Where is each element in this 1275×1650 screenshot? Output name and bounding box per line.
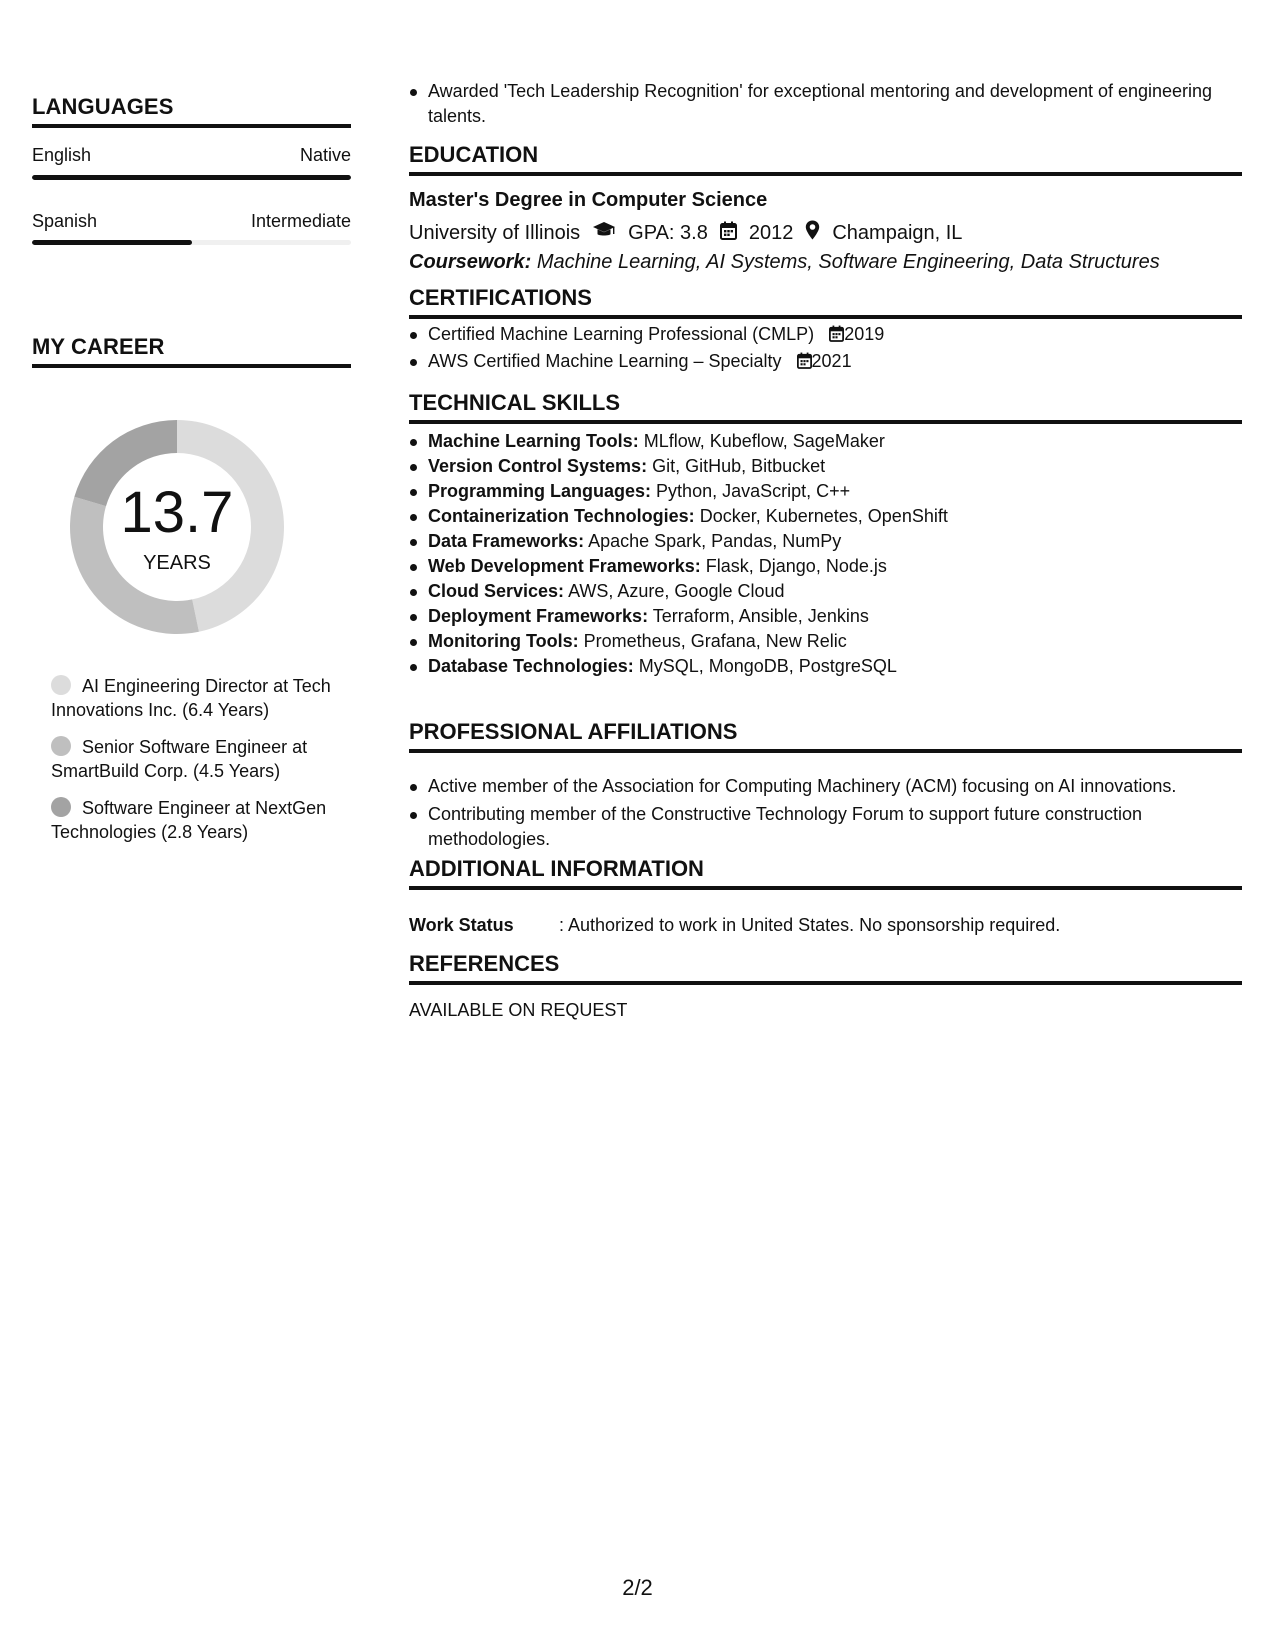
skill-label: Containerization Technologies: [428,506,695,526]
affiliation-item: Active member of the Association for Computing Machinery (ACM) focusing on AI innovations. [409,774,1242,799]
skill-value: Flask, Django, Node.js [705,556,887,576]
education-degree: Master's Degree in Computer Science [409,189,768,211]
certifications-heading: CERTIFICATIONS [409,285,1242,319]
skill-value: Python, JavaScript, C++ [656,481,851,501]
skills-list [409,429,1242,679]
language-row [32,211,351,232]
map-pin-icon [805,220,820,246]
skill-label: Web Development Frameworks: [428,556,701,576]
language-row [32,145,351,166]
skill-value: Terraform, Ansible, Jenkins [652,606,869,626]
experience-bullet: Awarded 'Tech Leadership Recognition' for exceptional mentoring and development of engineering talents. [409,79,1242,129]
coursework-label: Coursework: [409,251,532,273]
career-legend-item [51,735,351,783]
career-total-years: 13.7 [120,480,234,545]
education-heading: EDUCATION [409,142,1242,176]
skill-item [409,454,1242,479]
calendar-icon [797,351,812,376]
language-proficiency-fill [32,175,351,180]
language-name: English [32,145,92,165]
work-status-row [409,915,1060,936]
legend-dot-icon [51,675,71,695]
affiliation-item: Contributing member of the Constructive Technology Forum to support future construction methodologies. [409,802,1242,852]
certification-name: AWS Certified Machine Learning – Specialty [428,351,782,371]
skill-value: AWS, Azure, Google Cloud [568,581,785,601]
certification-year: 2021 [811,351,852,371]
calendar-icon [720,221,737,246]
affiliations-heading: PROFESSIONAL AFFILIATIONS [409,719,1242,753]
language-proficiency-bar [32,175,351,180]
education-location: Champaign, IL [832,221,963,244]
certification-item [409,322,1242,349]
skill-item [409,579,1242,604]
education-school: University of Illinois [409,221,581,244]
career-legend-label: AI Engineering Director at Tech Innovations Inc. (6.4 Years) [51,676,331,720]
language-proficiency-bar [32,240,351,245]
skill-value: Apache Spark, Pandas, NumPy [588,531,842,551]
education-coursework [409,251,1160,274]
certification-year: 2019 [844,324,885,344]
language-proficiency-fill [32,240,192,245]
skill-label: Programming Languages: [428,481,652,501]
legend-dot-icon [51,797,71,817]
career-legend [51,674,351,857]
page-number: 2/2 [622,1575,653,1600]
skills-heading: TECHNICAL SKILLS [409,390,1242,424]
work-status-value: : Authorized to work in United States. No sponsorship required. [559,915,1061,935]
career-heading: MY CAREER [32,334,351,368]
skill-item [409,429,1242,454]
career-legend-item [51,796,351,844]
coursework-value: Machine Learning, AI Systems, Software Engineering, Data Structures [536,251,1160,273]
languages-heading: LANGUAGES [32,94,351,128]
skill-label: Version Control Systems: [428,456,648,476]
language-name: Spanish [32,211,98,231]
references-heading: REFERENCES [409,951,1242,985]
certification-name: Certified Machine Learning Professional (CMLP) [428,324,815,344]
affiliations-list [409,774,1242,852]
career-total-unit: YEARS [143,552,211,574]
skill-label: Data Frameworks: [428,531,585,551]
skill-label: Database Technologies: [428,656,634,676]
skill-item [409,654,1242,679]
skill-value: Git, GitHub, Bitbucket [652,456,826,476]
skill-value: MLflow, Kubeflow, SageMaker [643,431,885,451]
additional-info-heading: ADDITIONAL INFORMATION [409,856,1242,890]
work-status-label: Work Status [409,915,514,935]
career-legend-label: Senior Software Engineer at SmartBuild Corp. (4.5 Years) [51,737,308,781]
skill-value: Prometheus, Grafana, New Relic [583,631,847,651]
skill-item [409,479,1242,504]
graduation-cap-icon [592,221,616,245]
skill-value: Docker, Kubernetes, OpenShift [699,506,948,526]
skill-item [409,504,1242,529]
skill-label: Cloud Services: [428,581,565,601]
skill-item [409,629,1242,654]
calendar-icon [829,324,844,349]
education-details [409,220,962,246]
language-level: Native [299,145,351,165]
certification-item [409,349,1242,376]
skill-item [409,529,1242,554]
skill-label: Monitoring Tools: [428,631,579,651]
education-year: 2012 [748,221,794,244]
career-legend-label: Software Engineer at NextGen Technologies (2.8 Years) [51,798,327,842]
skill-label: Deployment Frameworks: [428,606,649,626]
skill-value: MySQL, MongoDB, PostgreSQL [638,656,897,676]
career-legend-item [51,674,351,722]
skill-item [409,604,1242,629]
language-level: Intermediate [250,211,351,231]
certifications-list [409,322,1242,376]
skill-item [409,554,1242,579]
skill-label: Machine Learning Tools: [428,431,639,451]
legend-dot-icon [51,736,71,756]
education-gpa: GPA: 3.8 [628,221,708,244]
references-text: AVAILABLE ON REQUEST [409,1000,628,1020]
career-donut-center [64,414,290,640]
experience-bullets [409,79,1242,129]
